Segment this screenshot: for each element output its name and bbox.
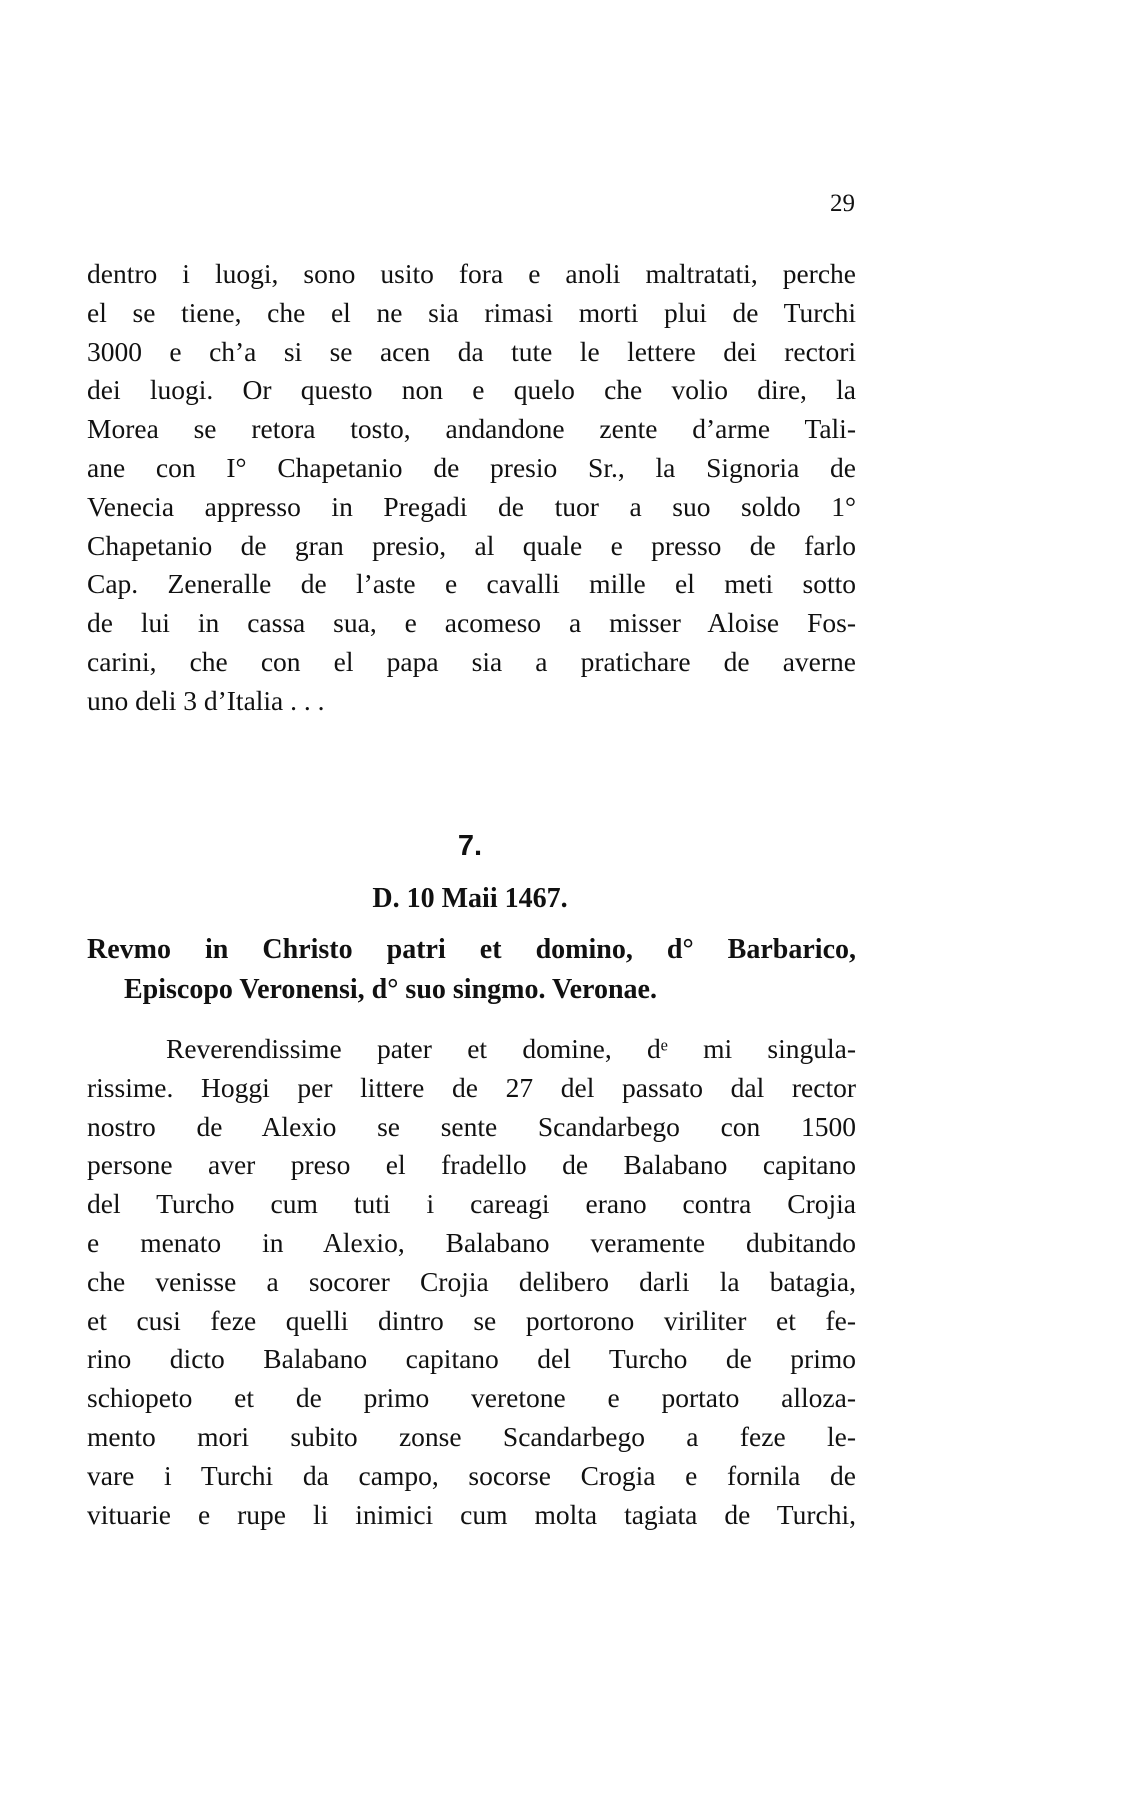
text-line: nostro de Alexio se sente Scandarbego con 1500 xyxy=(87,1110,856,1142)
text-line: Cap. Zeneralle de l’aste e cavalli mille el meti sotto xyxy=(87,568,856,600)
text-line: Morea se retora tosto, andandone zente d’arme Tali- xyxy=(87,413,856,445)
document-date: D. 10 Maii 1467. xyxy=(372,883,568,914)
text-line: 3000 e ch’a si se acen da tute le lettere dei rectori xyxy=(87,335,856,367)
text-line: Chapetanio de gran presio, al quale e presso de farlo xyxy=(87,529,856,561)
text-line: che venisse a socorer Crojia delibero darli la batagia, xyxy=(87,1265,856,1297)
text-line: rino dicto Balabano capitano del Turcho de primo xyxy=(87,1343,856,1375)
text-line: uno deli 3 d’Italia . . . xyxy=(87,684,325,716)
text-line: et cusi feze quelli dintro se portorono viriliter et fe- xyxy=(87,1304,856,1336)
address-line: Episcopo Veronensi, d° suo singmo. Veronae. xyxy=(124,974,657,1005)
text-line: Reverendissime pater et domine, dᵉ mi singula- xyxy=(166,1033,856,1064)
letter-address xyxy=(87,930,856,1010)
text-line: vare i Turchi da campo, socorse Crogia e fornila de xyxy=(87,1459,856,1491)
letter-body xyxy=(87,1030,856,1534)
text-line: persone aver preso el fradello de Balabano capitano xyxy=(87,1149,856,1181)
text-line: de lui in cassa sua, e acomeso a misser Aloise Fos- xyxy=(87,607,856,639)
text-line: e menato in Alexio, Balabano veramente dubitando xyxy=(87,1226,856,1258)
document-number: 7. xyxy=(457,830,483,862)
text-line: ane con I° Chapetanio de presio Sr., la Signoria de xyxy=(87,451,856,483)
text-line: dentro i luogi, sono usito fora e anoli maltratati, perche xyxy=(87,258,856,289)
page-number: 29 xyxy=(830,190,855,217)
text-line: vituarie e rupe li inimici cum molta tagiata de Turchi, xyxy=(87,1498,856,1530)
text-line: el se tiene, che el ne sia rimasi morti plui de Turchi xyxy=(87,296,856,328)
text-line: del Turcho cum tuti i careagi erano contra Crojia xyxy=(87,1188,856,1220)
text-line: Venecia appresso in Pregadi de tuor a suo soldo 1° xyxy=(87,490,856,522)
text-line: carini, che con el papa sia a pratichare de averne xyxy=(87,645,856,677)
address-line: Revmo in Christo patri et domino, d° Barbarico, xyxy=(87,934,856,965)
text-line: dei luogi. Or questo non e quelo che volio dire, la xyxy=(87,374,856,406)
text-line: rissime. Hoggi per littere de 27 del passato dal rector xyxy=(87,1071,856,1103)
continuation-paragraph xyxy=(87,255,856,721)
text-line: mento mori subito zonse Scandarbego a feze le- xyxy=(87,1420,856,1452)
text-line: schiopeto et de primo veretone e portato allozа- xyxy=(87,1382,856,1414)
